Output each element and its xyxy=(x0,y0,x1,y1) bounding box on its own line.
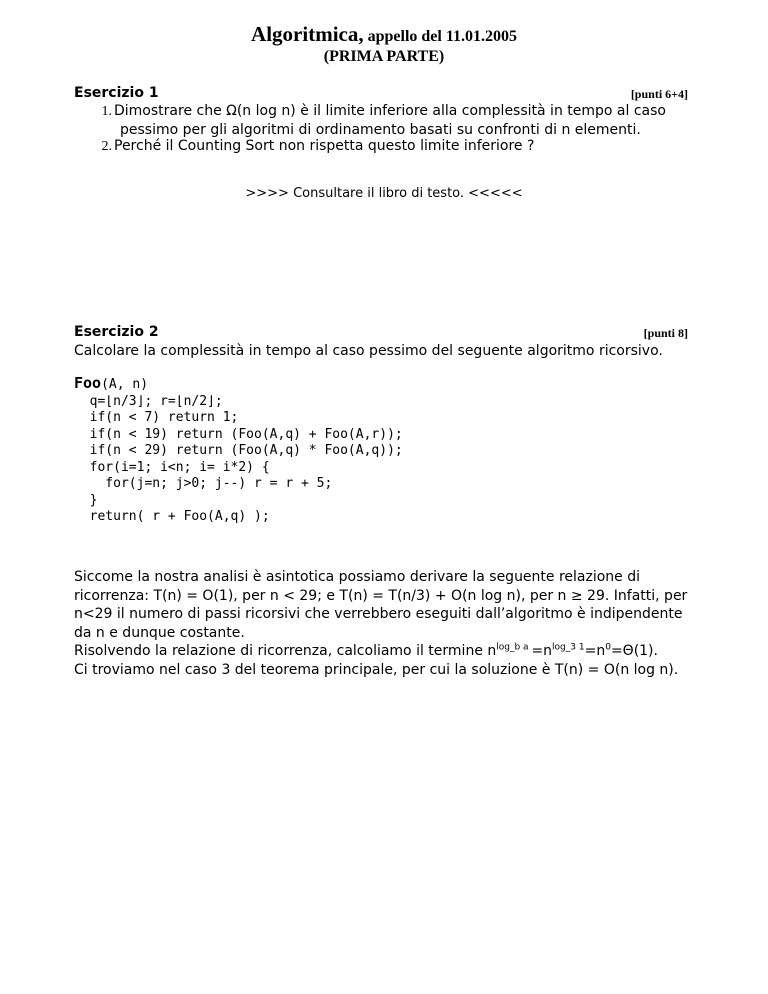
superscript: log_3 1 xyxy=(552,642,585,653)
exercise2-points: [punti 8] xyxy=(643,326,688,340)
code-line: if(n < 19) return (Foo(A,q) + Foo(A,r)); xyxy=(74,426,403,442)
answer-paragraph-3: Ci troviamo nel caso 3 del teorema principale, per cui la soluzione è T(n) = O(n log n). xyxy=(74,661,679,678)
code-line: if(n < 7) return 1; xyxy=(74,410,239,425)
exercise2-label: Esercizio 2 xyxy=(74,324,159,340)
item-text-line1: Perché il Counting Sort non rispetta questo limite inferiore ? xyxy=(114,138,535,154)
answer-text-part: =n xyxy=(584,643,606,659)
exercise1-item-2 xyxy=(74,137,694,156)
answer-text-part: =Θ(1). xyxy=(610,643,658,659)
code-function-name: Foo xyxy=(74,374,102,392)
exercise1-label: Esercizio 1 xyxy=(74,85,159,101)
exercise1-heading xyxy=(74,85,688,101)
answer-text xyxy=(74,568,704,679)
superscript: log_b a xyxy=(496,642,532,653)
title-date: appello del 11.01.2005 xyxy=(363,28,517,45)
code-signature: (A, n) xyxy=(101,377,149,392)
exercise1-item-1 xyxy=(74,102,694,139)
code-line: } xyxy=(74,492,98,508)
exercise1-points: [punti 6+4] xyxy=(630,87,688,101)
code-line: return( r + Foo(A,q) ); xyxy=(74,509,270,524)
exercise2-heading xyxy=(74,324,688,340)
item-number: 2. xyxy=(101,139,112,154)
superscript: 0 xyxy=(605,642,611,653)
title-main: Algoritmica, xyxy=(251,22,364,46)
code-block xyxy=(74,375,403,526)
exercise2-prompt: Calcolare la complessità in tempo al caso pessimo del seguente algoritmo ricorsivo. xyxy=(74,343,663,359)
code-line: for(i=1; i<n; i= i*2) { xyxy=(74,459,270,475)
answer-paragraph-2 xyxy=(74,642,704,661)
code-line: if(n < 29) return (Foo(A,q) * Foo(A,q)); xyxy=(74,443,403,458)
answer-text-part: =n xyxy=(531,643,553,659)
page-title xyxy=(0,22,768,47)
exercise1-note: >>>> Consultare il libro di testo. <<<<< xyxy=(245,186,523,201)
item-text-line2: pessimo per gli algoritmi di ordinamento basati su confronti di n elementi. xyxy=(120,122,641,138)
item-text-line1: Dimostrare che Ω(n log n) è il limite inferiore alla complessità in tempo al caso xyxy=(114,103,666,119)
page-subtitle: (PRIMA PARTE) xyxy=(323,48,445,65)
answer-paragraph-1: Siccome la nostra analisi è asintotica possiamo derivare la seguente relazione di ricorrenza: T(n) = O(1), per n < 29; e T(n) = T(n/3) + O(n log n), per n ≥ 29. Infatti, per n<29 il numero di passi ricorsivi che verrebbero eseguiti dall’algoritmo è indipendente da n e dunque costante. xyxy=(74,569,688,641)
item-number: 1. xyxy=(101,104,112,119)
code-line: q=⌊n/3⌋; r=⌊n/2⌋; xyxy=(74,393,223,409)
code-line: for(j=n; j>0; j--) r = r + 5; xyxy=(74,476,333,491)
answer-text-part: Risolvendo la relazione di ricorrenza, calcoliamo il termine n xyxy=(74,643,497,659)
